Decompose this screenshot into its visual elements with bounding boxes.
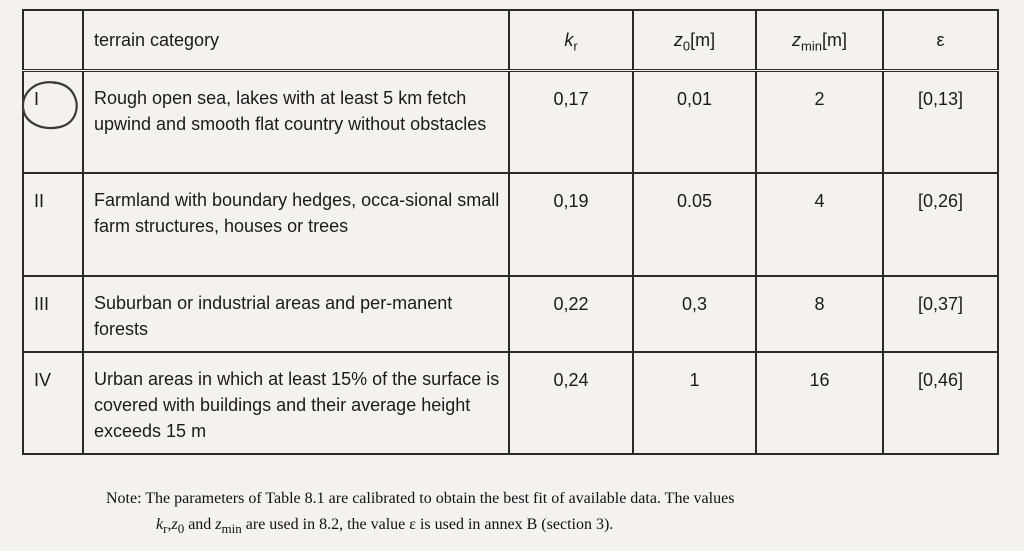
row-description: Urban areas in which at least 15% of the surface is covered with buildings and their average height exceeds 15 m (83, 352, 509, 454)
row-epsilon: [0,37] (883, 276, 998, 352)
header-kr: $k_r$ (509, 10, 633, 70)
row-z0: 0,01 (633, 70, 756, 173)
row-description: Suburban or industrial areas and per-manent forests (83, 276, 509, 352)
row-zmin: 4 (756, 173, 883, 276)
row-kr: 0,19 (509, 173, 633, 276)
header-empty (23, 10, 83, 70)
row-category: II (23, 173, 83, 276)
header-epsilon: ε (883, 10, 998, 70)
row-z0: 1 (633, 352, 756, 454)
row-category: IV (23, 352, 83, 454)
table-header-row (23, 10, 998, 70)
row-zmin: 2 (756, 70, 883, 173)
terrain-category-table (22, 9, 999, 455)
row-kr: 0,17 (509, 70, 633, 173)
row-epsilon: [0,13] (883, 70, 998, 173)
header-z0: $z_0[m]$ (633, 10, 756, 70)
header-terrain-category: terrain category (83, 10, 509, 70)
row-description: Farmland with boundary hedges, occa-sional small farm structures, houses or trees (83, 173, 509, 276)
row-description: Rough open sea, lakes with at least 5 km fetch upwind and smooth flat country without obstacles (83, 70, 509, 173)
row-category: I (23, 70, 83, 173)
row-z0: 0.05 (633, 173, 756, 276)
row-epsilon: [0,26] (883, 173, 998, 276)
row-zmin: 16 (756, 352, 883, 454)
note-line-2: $k_r,z_0$ and $z_{min}$ are used in 8.2, the value ε is used in annex B (section 3). (156, 516, 614, 537)
row-category: III (23, 276, 83, 352)
row-kr: 0,22 (509, 276, 633, 352)
row-epsilon: [0,46] (883, 352, 998, 454)
table-note (106, 486, 1006, 538)
row-kr: 0,24 (509, 352, 633, 454)
table-row (23, 173, 998, 276)
header-zmin: $z_{min}[m]$ (756, 10, 883, 70)
table-row (23, 70, 998, 173)
row-zmin: 8 (756, 276, 883, 352)
table-row (23, 352, 998, 454)
table-row (23, 276, 998, 352)
note-line-1: Note: The parameters of Table 8.1 are calibrated to obtain the best fit of available data. The values (106, 490, 735, 507)
hand-drawn-circle-mark (18, 77, 82, 133)
row-z0: 0,3 (633, 276, 756, 352)
